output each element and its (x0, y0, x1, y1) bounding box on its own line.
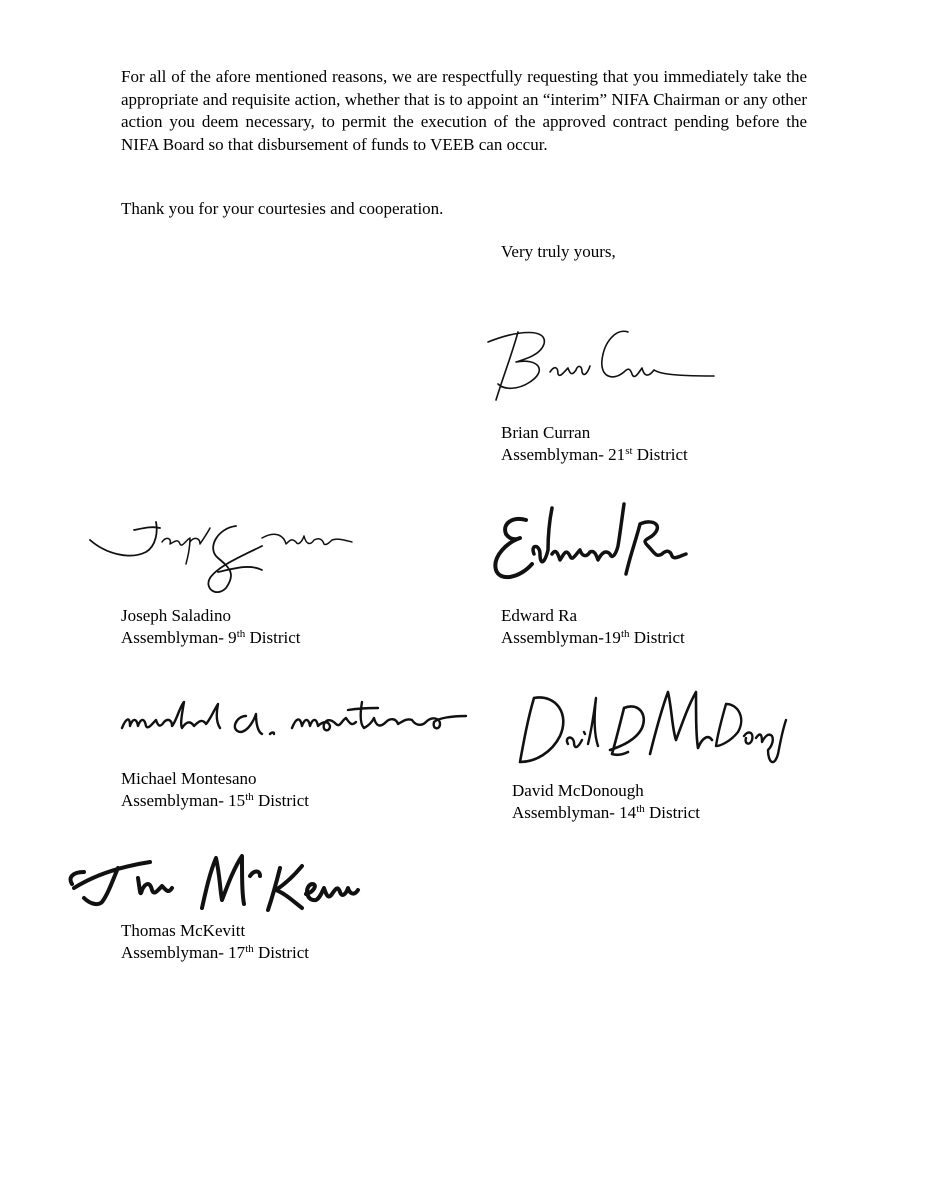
signatory-name: David McDonough (512, 781, 644, 800)
signatory-name: Michael Montesano (121, 769, 257, 788)
signatory-title: Assemblyman- 15th District (121, 791, 309, 810)
signatory-name: Thomas McKevitt (121, 921, 246, 940)
signature-thomas-mckevitt (66, 846, 366, 921)
signature-joseph-saladino (86, 508, 356, 603)
signatory-title: Assemblyman-19th District (501, 628, 685, 647)
signature-brian-curran (478, 312, 728, 412)
signature-michael-montesano (116, 696, 476, 746)
signatory-name: Brian Curran (501, 423, 591, 442)
signature-david-mcdonough (512, 684, 792, 779)
signatory-name: Edward Ra (501, 606, 578, 625)
thanks-line: Thank you for your courtesies and cooperation. (121, 199, 444, 218)
signatory-title: Assemblyman- 21st District (501, 445, 688, 464)
valediction: Very truly yours, (501, 242, 616, 261)
closing-paragraph: For all of the afore mentioned reasons, we are respectfully requesting that you immediately take the appropriate and requisite action, whether that is to appoint an “interim” NIFA Chairman or any other action you deem necessary, to permit the execution of the approved contract pending before the NIFA Board so that disbursement of funds to VEEB can occur. (121, 67, 807, 154)
signatory-title: Assemblyman- 9th District (121, 628, 301, 647)
signature-edward-ra (486, 494, 696, 589)
signatory-title: Assemblyman- 14th District (512, 803, 700, 822)
signatory-title: Assemblyman- 17th District (121, 943, 309, 962)
signatory-name: Joseph Saladino (121, 606, 232, 625)
